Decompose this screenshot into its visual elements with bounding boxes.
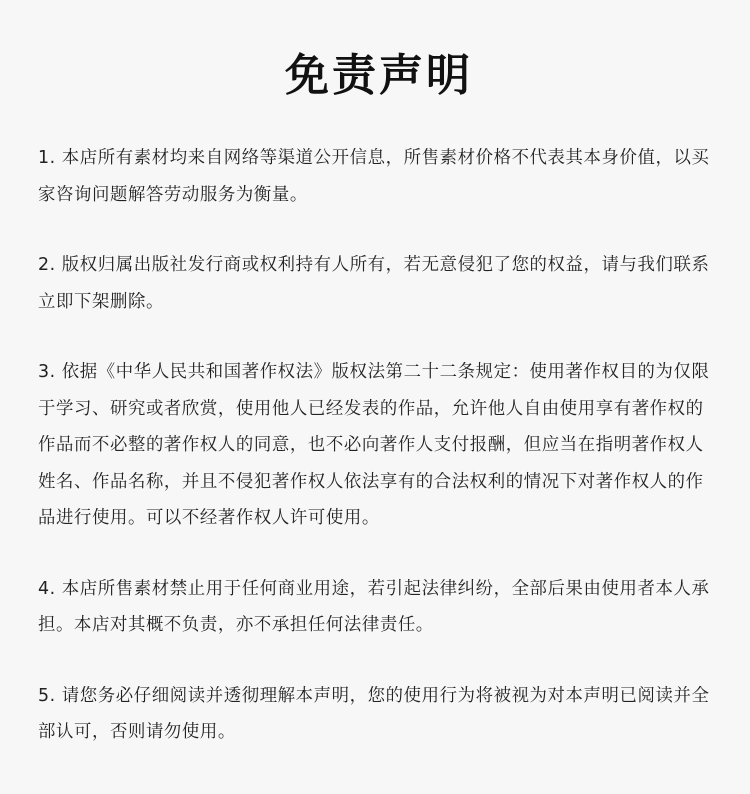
- item-number: 5.: [38, 685, 56, 706]
- item-text: 请您务必仔细阅读并透彻理解本声明，您的使用行为将被视为对本声明已阅读并全部认可，否则请勿使用。: [38, 685, 710, 742]
- item-number: 1.: [38, 148, 56, 168]
- disclaimer-item-4: [38, 571, 720, 644]
- item-number: 2.: [38, 255, 56, 275]
- disclaimer-item-1: [38, 140, 720, 213]
- item-text: 本店所有素材均来自网络等渠道公开信息，所售素材价格不代表其本身价值，以买家咨询问题解答劳动服务为衡量。: [38, 148, 710, 205]
- item-number: 4.: [38, 578, 56, 599]
- item-number: 3.: [38, 362, 56, 382]
- item-text: 依据《中华人民共和国著作权法》版权法第二十二条规定：使用著作权目的为仅限于学习、研究或者欣赏，使用他人已经发表的作品，允许他人自由使用享有著作权的作品而不必整的著作权人的同意，也不必向著作人支付报酬，但应当在指明著作权人姓名、作品名称，并且不侵犯著作权人依法享有的合法权利的情况下对著作权人的作品进行使用。可以不经著作权人许可使用。: [38, 362, 710, 528]
- disclaimer-item-5: [38, 678, 720, 751]
- page-title: 免责声明: [285, 50, 473, 101]
- item-text: 本店所售素材禁止用于任何商业用途，若引起法律纠纷，全部后果由使用者本人承担。本店对其概不负责，亦不承担任何法律责任。: [38, 578, 710, 635]
- disclaimer-item-3: [38, 354, 720, 537]
- disclaimer-item-2: [38, 247, 720, 320]
- item-text: 版权归属出版社发行商或权利持有人所有，若无意侵犯了您的权益，请与我们联系立即下架删除。: [38, 255, 710, 312]
